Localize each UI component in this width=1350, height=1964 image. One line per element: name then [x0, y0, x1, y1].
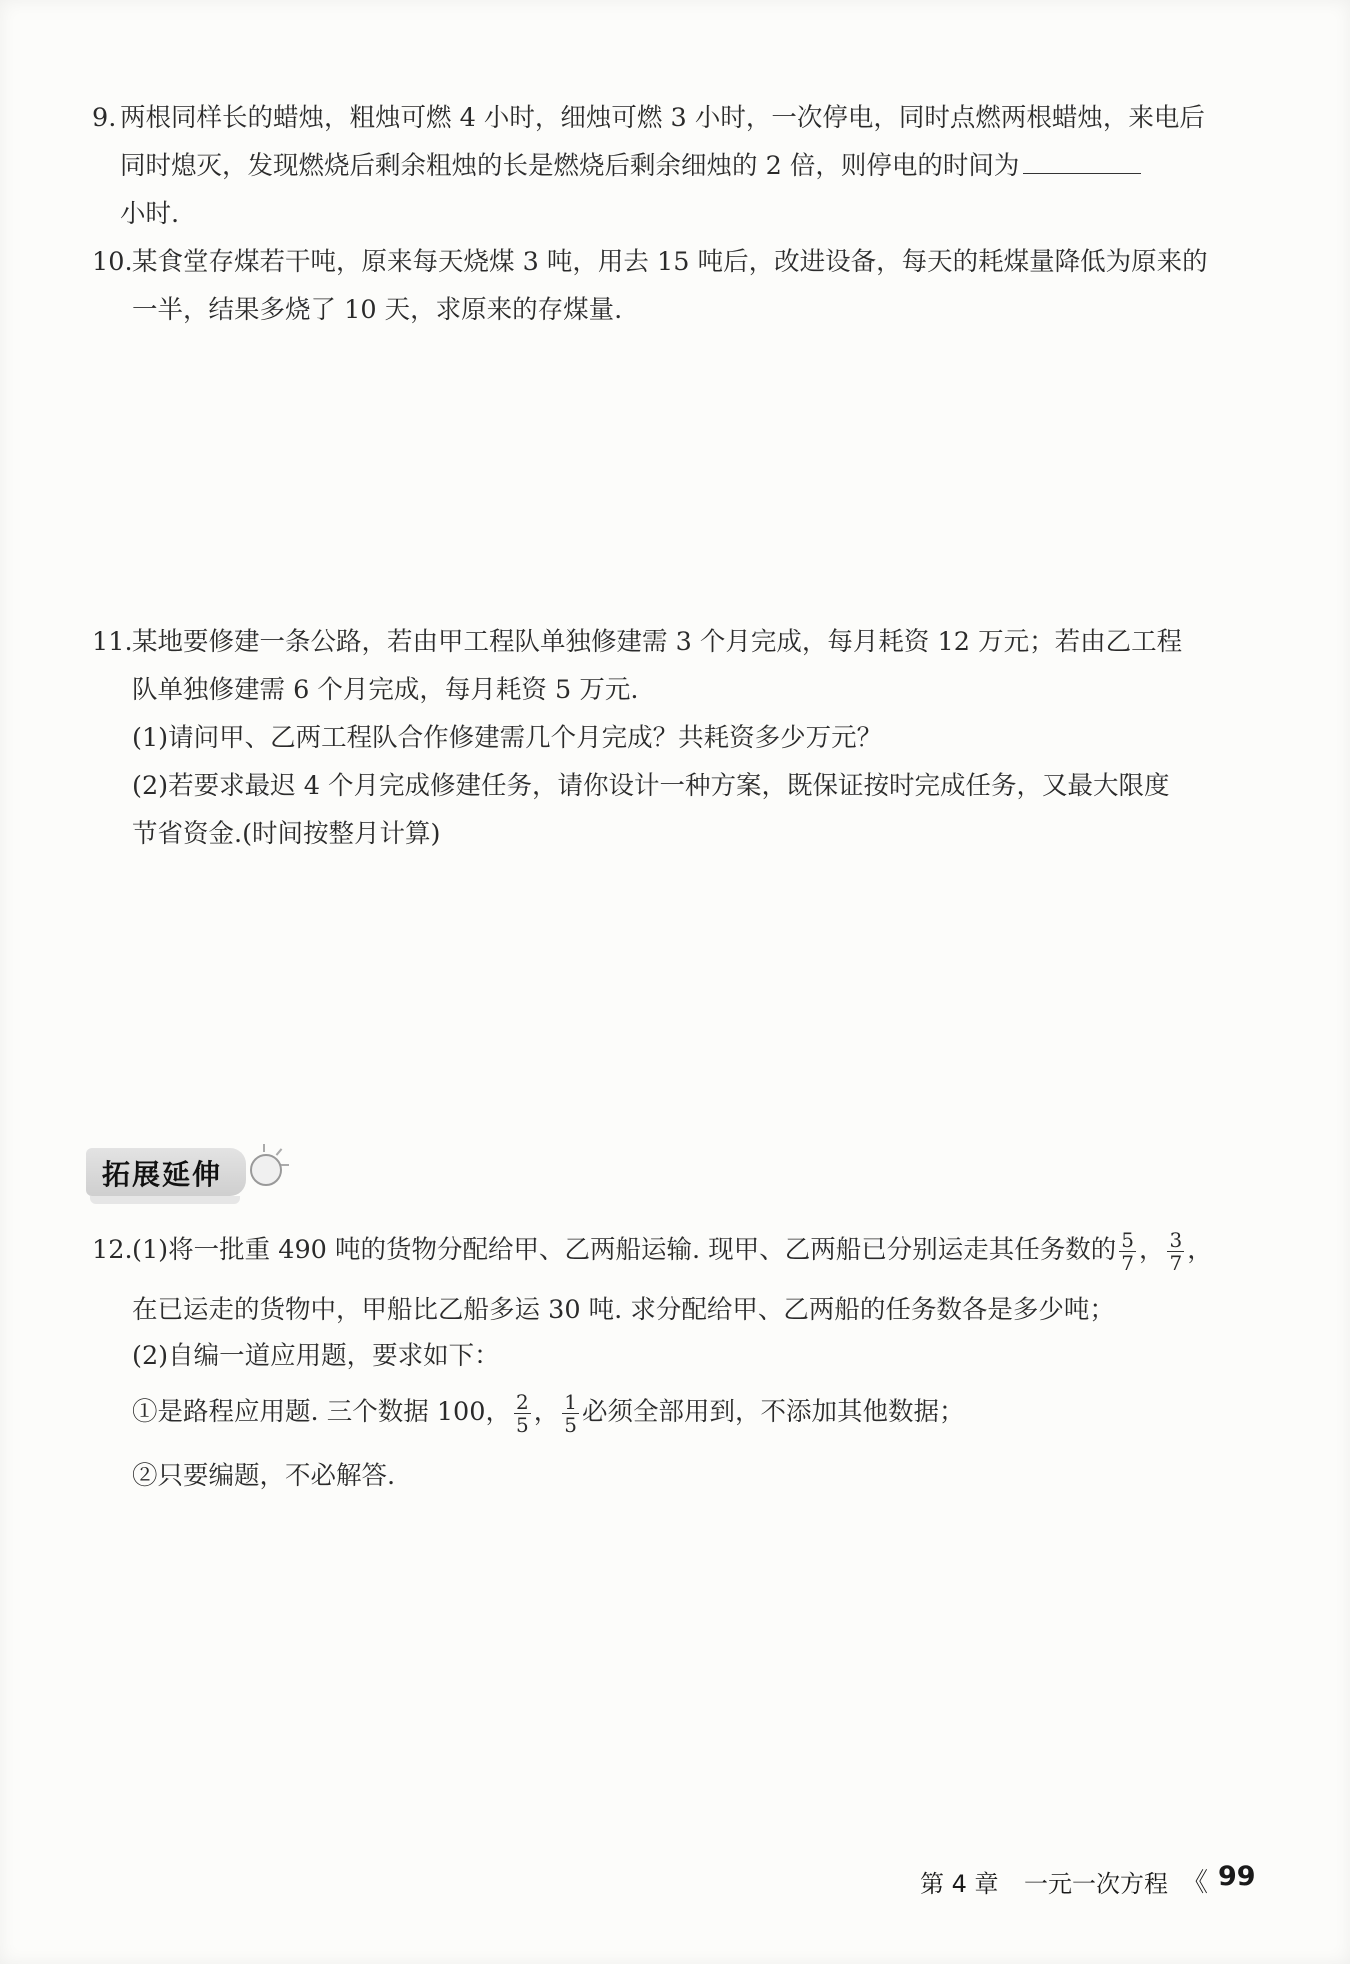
fraction-denominator: 5: [516, 1412, 529, 1437]
question-text-line: 节省资金.(时间按整月计算): [132, 819, 441, 849]
lightbulb-ray-icon: [281, 1164, 289, 1166]
separator: ，: [1138, 1235, 1165, 1265]
fraction: [1119, 1229, 1136, 1274]
question-number: 11.: [92, 627, 133, 657]
fraction: [562, 1391, 579, 1436]
chevron-left-icon: 《: [1182, 1868, 1209, 1898]
question-text-line: 小时.: [120, 199, 180, 229]
fraction-denominator: 7: [1169, 1250, 1183, 1275]
separator: ，: [1187, 1235, 1213, 1265]
separator: ，: [533, 1397, 560, 1427]
question-text-line: [120, 142, 1141, 190]
section-title: 拓展延伸: [102, 1158, 223, 1191]
question-text-line: ②只要编题，不必解答.: [132, 1461, 396, 1491]
question-text: 必须全部用到，不添加其他数据；: [581, 1397, 965, 1427]
fraction-numerator: 3: [1169, 1227, 1183, 1252]
fraction-numerator: 1: [564, 1389, 577, 1414]
question-text: 同时熄灭，发现燃烧后剩余粗烛的长是燃烧后剩余细烛的 2 倍，则停电的时间为: [120, 151, 1020, 181]
question-text-line: [132, 1226, 1213, 1274]
chapter-label: 第 4 章: [920, 1870, 999, 1898]
question-text-line: [132, 1388, 965, 1436]
question-text-line: 两根同样长的蜡烛，粗烛可燃 4 小时，细烛可燃 3 小时，一次停电，同时点燃两根蜡烛，来电后: [120, 103, 1205, 133]
page-number: 99: [1218, 1861, 1256, 1892]
lightbulb-ray-icon: [276, 1148, 283, 1155]
question-number: 10.: [92, 247, 133, 277]
question-text-line: 在已运走的货物中，甲船比乙船多运 30 吨. 求分配给甲、乙两船的任务数各是多少吨；: [132, 1295, 1115, 1325]
fraction: [514, 1391, 531, 1436]
fraction-numerator: 2: [516, 1389, 529, 1414]
fraction-denominator: 5: [564, 1412, 577, 1437]
question-text-line: (1)请问甲、乙两工程队合作修建需几个月完成？共耗资多少万元？: [132, 723, 883, 753]
question-text-line: 某食堂存煤若干吨，原来每天烧煤 3 吨，用去 15 吨后，改进设备，每天的耗煤量降低为原来的: [132, 247, 1208, 277]
lightbulb-ray-icon: [263, 1144, 265, 1152]
page-footer: [920, 1860, 1260, 1900]
answer-blank[interactable]: [1023, 145, 1141, 174]
question-text-line: (2)若要求最迟 4 个月完成修建任务，请你设计一种方案，既保证按时完成任务，又最大限度: [132, 771, 1170, 801]
question-number: 9.: [92, 103, 117, 133]
question-number: 12.: [92, 1235, 133, 1265]
question-text-line: (2)自编一道应用题，要求如下：: [132, 1341, 500, 1371]
question-text-line: 一半，结果多烧了 10 天，求原来的存煤量.: [132, 295, 623, 325]
question-text-line: 队单独修建需 6 个月完成，每月耗资 5 万元.: [132, 675, 639, 705]
question-text: (1)将一批重 490 吨的货物分配给甲、乙两船运输. 现甲、乙两船已分别运走其任务数的: [132, 1235, 1117, 1265]
question-text-line: 某地要修建一条公路，若由甲工程队单独修建需 3 个月完成，每月耗资 12 万元；若由乙工程: [132, 627, 1183, 657]
fraction-denominator: 7: [1121, 1250, 1134, 1275]
chapter-title: 一元一次方程: [1024, 1870, 1168, 1898]
fraction-numerator: 5: [1121, 1227, 1134, 1252]
lightbulb-icon: [250, 1154, 282, 1186]
section-header: [86, 1144, 286, 1202]
question-text: ①是路程应用题. 三个数据 100，: [132, 1397, 511, 1427]
fraction: [1167, 1229, 1184, 1274]
